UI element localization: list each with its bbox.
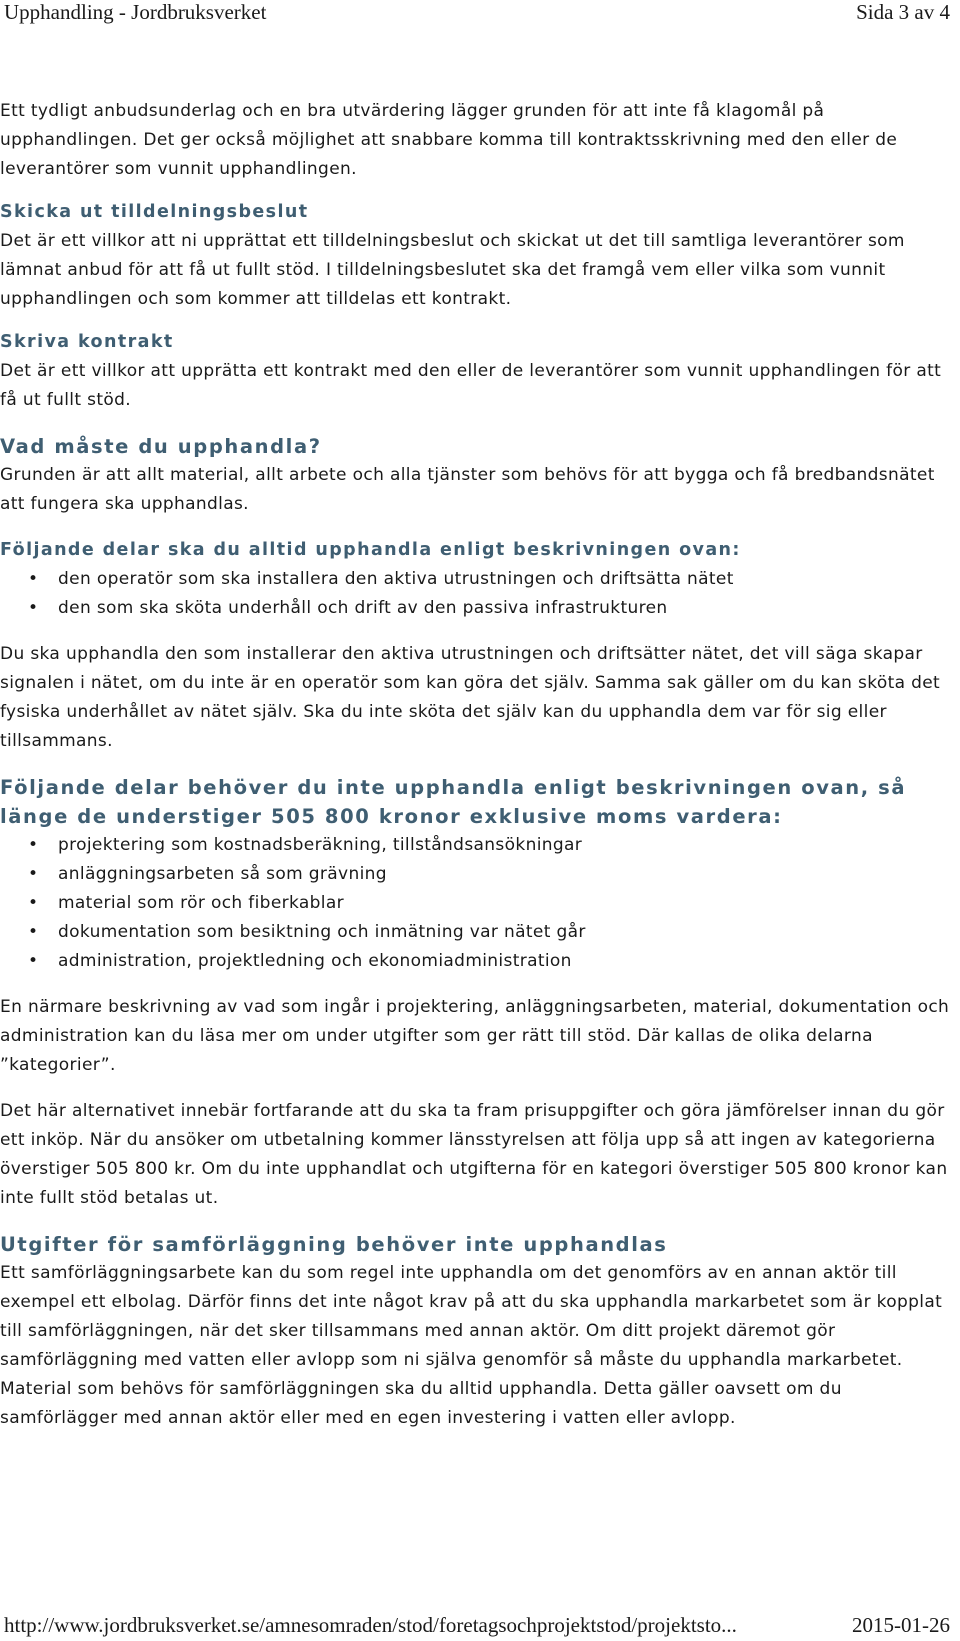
bullet-icon: • [28, 893, 39, 913]
section-heading-behover-inte-upphandla: Följande delar behöver du inte upphandla enligt beskrivningen ovan, så länge de understiger 505 800 kronor exklusive moms vardera: [0, 776, 907, 828]
section-heading-tilldelningsbeslut: Skicka ut tilldelningsbeslut [0, 202, 309, 222]
section-heading-kontrakt: Skriva kontrakt [0, 332, 174, 352]
list-item: • den operatör som ska installera den aktiva utrustningen och driftsätta nätet [28, 565, 950, 594]
list-item: • material som rör och fiberkablar [28, 889, 950, 918]
page-number: Sida 3 av 4 [856, 0, 950, 24]
section-heading-alltid-upphandla: Följande delar ska du alltid upphandla enligt beskrivningen ovan: [0, 540, 741, 560]
bullet-icon: • [28, 922, 39, 942]
list-item: • dokumentation som besiktning och inmätning var nätet går [28, 918, 950, 947]
alltid-upphandla-list [0, 565, 950, 623]
list-item: • den som ska sköta underhåll och drift av den passiva infrastrukturen [28, 594, 950, 623]
bullet-icon: • [28, 569, 39, 589]
section-heading-samforlaggning: Utgifter för samförläggning behöver inte upphandlas [0, 1233, 668, 1256]
list-item: • anläggningsarbeten så som grävning [28, 860, 950, 889]
vad-upphandla-paragraph: Grunden är att allt material, allt arbete och alla tjänster som behövs för att bygga och få bredbandsnätet att fungera ska upphandlas. [0, 465, 935, 514]
alternativ-paragraph: Det här alternativet innebär fortfarande att du ska ta fram prisuppgifter och göra jämförelser innan du gör ett inköp. När du ansöker om utbetalning kommer länsstyrelsen att följa upp så att ingen av kategorierna överstiger 505 800 kr. Om du inte upphandlat och utgifterna för en kategori överstiger 505 800 kronor kan inte fullt stöd betalas ut. [0, 1101, 948, 1208]
bullet-icon: • [28, 835, 39, 855]
tilldelningsbeslut-paragraph: Det är ett villkor att ni upprättat ett tilldelningsbeslut och skickat ut det till samtliga leverantörer som lämnat anbud för att få ut fullt stöd. I tilldelningsbeslutet ska det framgå vem eller vilka som vunnit upphandlingen och som kommer att tilldelas ett kontrakt. [0, 231, 905, 309]
kontrakt-paragraph: Det är ett villkor att upprätta ett kontrakt med den eller de leverantörer som vunnit upphandlingen för att få ut fullt stöd. [0, 361, 942, 410]
samforlaggning-paragraph: Ett samförläggningsarbete kan du som regel inte upphandla om det genomförs av en annan aktör till exempel ett elbolag. Därför finns det inte något krav på att du ska upphandla markarbetet som är kopplat till samförläggningen, när det sker tillsammans med annan aktör. Om ditt projekt däremot gör samförläggning med vatten eller avlopp som ni själva genomför så måste du upphandla markarbetet. Material som behövs för samförläggningen ska du alltid upphandla. Detta gäller oavsett om du samförlägger med annan aktör eller med en egen investering i vatten eller avlopp. [0, 1263, 943, 1428]
list-item: • administration, projektledning och ekonomiadministration [28, 947, 950, 976]
list-item: • projektering som kostnadsberäkning, tillståndsansökningar [28, 831, 950, 860]
behover-inte-upphandla-list [0, 831, 950, 976]
intro-paragraph: Ett tydligt anbudsunderlag och en bra utvärdering lägger grunden för att inte få klagomål på upphandlingen. Det ger också möjlighet att snabbare komma till kontraktsskrivning med den eller de leverantörer som vunnit upphandlingen. [0, 101, 898, 179]
bullet-icon: • [28, 951, 39, 971]
bullet-icon: • [28, 864, 39, 884]
print-header [0, 0, 960, 30]
beskrivning-paragraph: En närmare beskrivning av vad som ingår i projektering, anläggningsarbeten, material, dokumentation och administration kan du läsa mer om under utgifter som ger rätt till stöd. Där kallas de olika delarna ”kategorier”. [0, 997, 950, 1075]
document-body [0, 97, 950, 1433]
section-heading-vad-upphandla: Vad måste du upphandla? [0, 435, 322, 458]
alltid-upphandla-paragraph: Du ska upphandla den som installerar den aktiva utrustningen och driftsätter nätet, det vill säga skapar signalen i nätet, om du inte är en operatör som kan göra det själv. Samma sak gäller om du kan sköta det fysiska underhållet av nätet själv. Ska du inte sköta det själv kan du upphandla dem var för sig eller tillsammans. [0, 644, 941, 751]
page-title: Upphandling - Jordbruksverket [4, 0, 267, 24]
print-date: 2015-01-26 [852, 1613, 950, 1637]
bullet-icon: • [28, 598, 39, 618]
page-url: http://www.jordbruksverket.se/amnesomraden/stod/foretagsochprojektstod/projektsto... [4, 1613, 737, 1637]
